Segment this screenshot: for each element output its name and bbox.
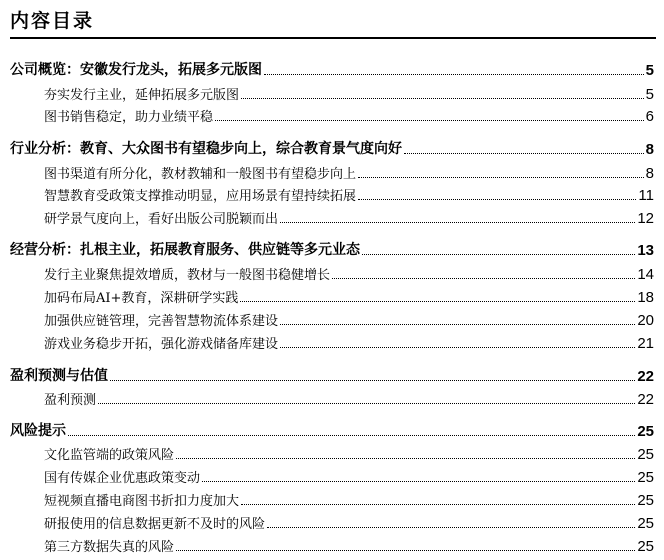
toc-item-title: 发行主业聚焦提效增质，教材与一般图书稳健增长 — [44, 268, 331, 283]
dot-leader — [280, 347, 635, 348]
toc-item[interactable] — [10, 464, 654, 486]
toc-item-title: 图书销售稳定，助力业绩平稳 — [44, 110, 214, 125]
toc-item[interactable] — [10, 103, 654, 125]
toc-item[interactable] — [10, 182, 654, 204]
toc-page-number: 25 — [637, 515, 654, 532]
toc-title: 内容目录 — [10, 10, 95, 32]
toc-item[interactable] — [10, 330, 654, 352]
toc-section-title: 经营分析：扎根主业，拓展教育服务、供应链等多元业态 — [10, 242, 360, 258]
dot-leader — [215, 120, 644, 121]
toc-page-number: 25 — [637, 492, 654, 509]
title-divider — [10, 37, 656, 39]
toc-section-earnings-forecast[interactable] — [10, 363, 654, 385]
toc-item[interactable] — [10, 160, 654, 182]
dot-leader — [202, 481, 635, 482]
toc-item-title: 国有传媒企业优惠政策变动 — [44, 471, 201, 486]
dot-leader — [241, 98, 644, 99]
toc-page-number: 14 — [637, 266, 654, 283]
toc-section-industry-analysis[interactable] — [10, 136, 654, 158]
toc-item-title: 加码布局AI+教育，深耕研学实践 — [44, 291, 239, 306]
toc-item[interactable] — [10, 386, 654, 408]
toc-item[interactable] — [10, 81, 654, 103]
toc-page-number: 13 — [637, 242, 654, 259]
toc-page-number: 6 — [645, 108, 654, 125]
toc-item[interactable] — [10, 533, 654, 555]
toc-item[interactable] — [10, 261, 654, 283]
dot-leader — [358, 199, 636, 200]
toc-section-title: 盈利预测与估值 — [10, 368, 108, 384]
toc-page-number: 5 — [645, 62, 654, 79]
toc-item-title: 智慧教育受政策支撑推动明显，应用场景有望持续拓展 — [44, 189, 357, 204]
dot-leader — [267, 527, 635, 528]
toc-item[interactable] — [10, 284, 654, 306]
toc-section-company-overview[interactable] — [10, 57, 654, 79]
dot-leader — [332, 278, 635, 279]
toc-item[interactable] — [10, 487, 654, 509]
toc-page-number: 22 — [637, 391, 654, 408]
toc-item-title: 第三方数据失真的风险 — [44, 540, 175, 555]
toc-item-title: 游戏业务稳步开拓，强化游戏储备库建设 — [44, 337, 279, 352]
toc-item-title: 盈利预测 — [44, 393, 97, 408]
toc-page-number: 8 — [645, 165, 654, 182]
toc-section-title: 风险提示 — [10, 423, 66, 439]
toc-item[interactable] — [10, 307, 654, 329]
toc-page-number: 25 — [637, 469, 654, 486]
dot-leader — [280, 324, 635, 325]
toc-page-number: 25 — [637, 538, 654, 555]
toc-page-number: 21 — [637, 335, 654, 352]
toc-section-business-analysis[interactable] — [10, 237, 654, 259]
toc-page-number: 25 — [637, 446, 654, 463]
dot-leader — [280, 222, 635, 223]
dot-leader — [264, 74, 644, 75]
toc-page-number: 12 — [637, 210, 654, 227]
toc-page-number: 18 — [637, 289, 654, 306]
toc-section-title: 行业分析：教育、大众图书有望稳步向上，综合教育景气度向好 — [10, 141, 402, 157]
dot-leader — [358, 177, 644, 178]
toc-item-title: 加强供应链管理，完善智慧物流体系建设 — [44, 314, 279, 329]
toc-section-title: 公司概览：安徽发行龙头，拓展多元版图 — [10, 62, 262, 78]
toc-page-number: 8 — [645, 141, 654, 158]
dot-leader — [404, 153, 644, 154]
dot-leader — [240, 301, 635, 302]
dot-leader — [176, 550, 635, 551]
toc-section-risk-warning[interactable] — [10, 418, 654, 440]
toc-page-number: 11 — [638, 187, 654, 204]
dot-leader — [68, 435, 635, 436]
toc-page-number: 22 — [637, 368, 654, 385]
dot-leader — [241, 504, 635, 505]
toc-page-number: 5 — [645, 86, 654, 103]
toc-page-number: 25 — [637, 423, 654, 440]
toc-item-title: 研学景气度向上，看好出版公司脱颖而出 — [44, 212, 279, 227]
toc-item[interactable] — [10, 510, 654, 532]
toc-item-title: 夯实发行主业，延伸拓展多元版图 — [44, 88, 240, 103]
dot-leader — [98, 403, 635, 404]
toc-page-number: 20 — [637, 312, 654, 329]
dot-leader — [176, 458, 635, 459]
dot-leader — [110, 380, 635, 381]
toc-item[interactable] — [10, 205, 654, 227]
toc-item[interactable] — [10, 441, 654, 463]
toc-item-title: 研报使用的信息数据更新不及时的风险 — [44, 517, 266, 532]
toc-item-title: 短视频直播电商图书折扣力度加大 — [44, 494, 240, 509]
toc-item-title: 图书渠道有所分化，教材教辅和一般图书有望稳步向上 — [44, 167, 357, 182]
toc-item-title: 文化监管端的政策风险 — [44, 448, 175, 463]
dot-leader — [362, 254, 635, 255]
